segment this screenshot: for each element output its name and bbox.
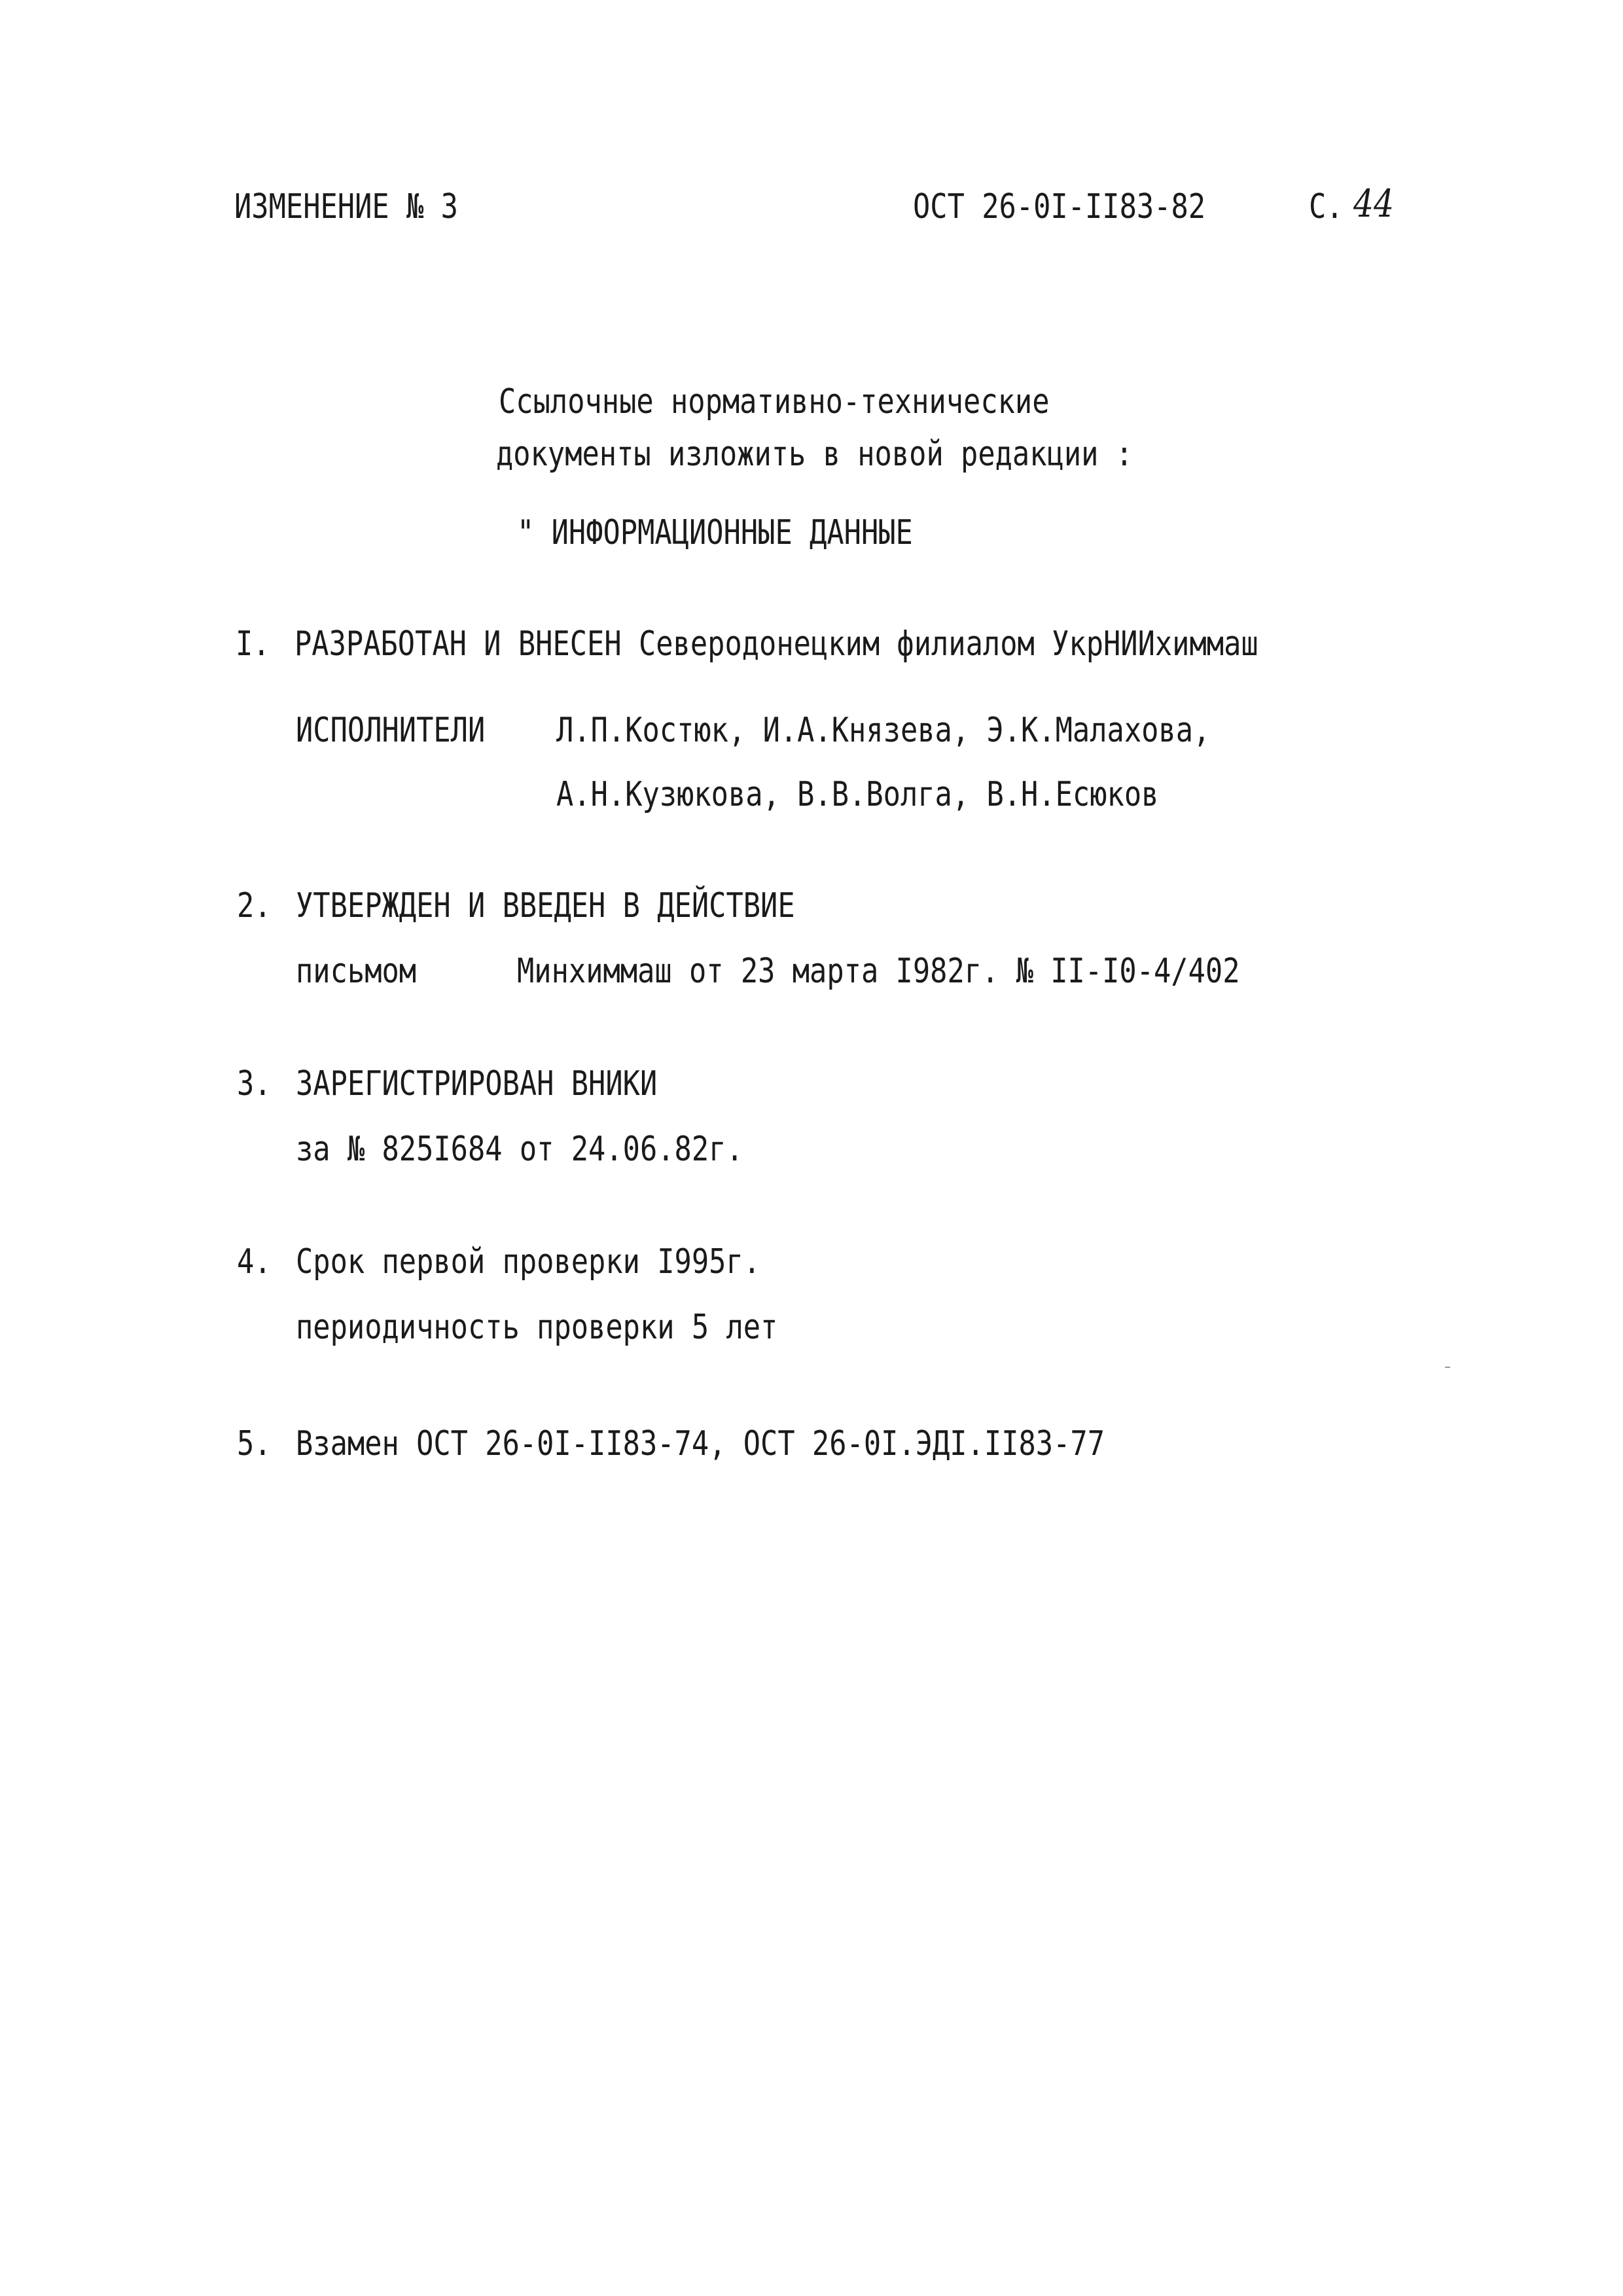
executors-line-1: Л.П.Костюк, И.А.Князева, Э.К.Малахова,	[556, 711, 1211, 750]
intro-line-2: документы изложить в новой редакции :	[496, 435, 1133, 474]
intro-line-1: Ссылочные нормативно-технические	[499, 382, 1050, 422]
executors-line-2: А.Н.Кузюкова, В.В.Волга, В.Н.Есюков	[556, 775, 1159, 814]
section-title: " ИНФОРМАЦИОННЫЕ ДАННЫЕ	[517, 513, 913, 552]
standard-code: ОСТ 26-0I-II83-82	[913, 187, 1206, 226]
page-prefix: С.	[1309, 187, 1344, 226]
item-5-text: Взамен ОСТ 26-0I-II83-74, ОСТ 26-0I.ЭДI.II83-77	[296, 1424, 1105, 1463]
item-2-text: УТВЕРЖДЕН И ВВЕДЕН В ДЕЙСТВИЕ	[296, 886, 795, 925]
change-label: ИЗМЕНЕНИЕ № 3	[234, 187, 458, 226]
item-1-number: I.	[236, 624, 270, 664]
item-5-number: 5.	[237, 1424, 272, 1463]
item-4-sub-text: периодичность проверки 5 лет	[296, 1308, 778, 1347]
item-1-text: РАЗРАБОТАН И ВНЕСЕН Северодонецким филиалом УкрНИИхиммаш	[294, 624, 1258, 664]
item-3-text: ЗАРЕГИСТРИРОВАН ВНИКИ	[296, 1064, 658, 1103]
item-3-sub-text: за № 825I684 от 24.06.82г.	[296, 1130, 743, 1169]
page-number-handwritten: 44	[1353, 181, 1395, 226]
item-3-number: 3.	[237, 1064, 272, 1103]
item-4-number: 4.	[237, 1242, 272, 1282]
executors-label: ИСПОЛНИТЕЛИ	[296, 711, 486, 750]
item-4-text: Срок первой проверки I995г.	[296, 1242, 761, 1282]
item-2-sub-text: Минхиммаш от 23 марта I982г. № II-I0-4/402	[517, 952, 1240, 991]
item-2-sub-label: письмом	[296, 952, 417, 991]
scan-mark	[1445, 1367, 1450, 1368]
item-2-number: 2.	[237, 886, 272, 925]
